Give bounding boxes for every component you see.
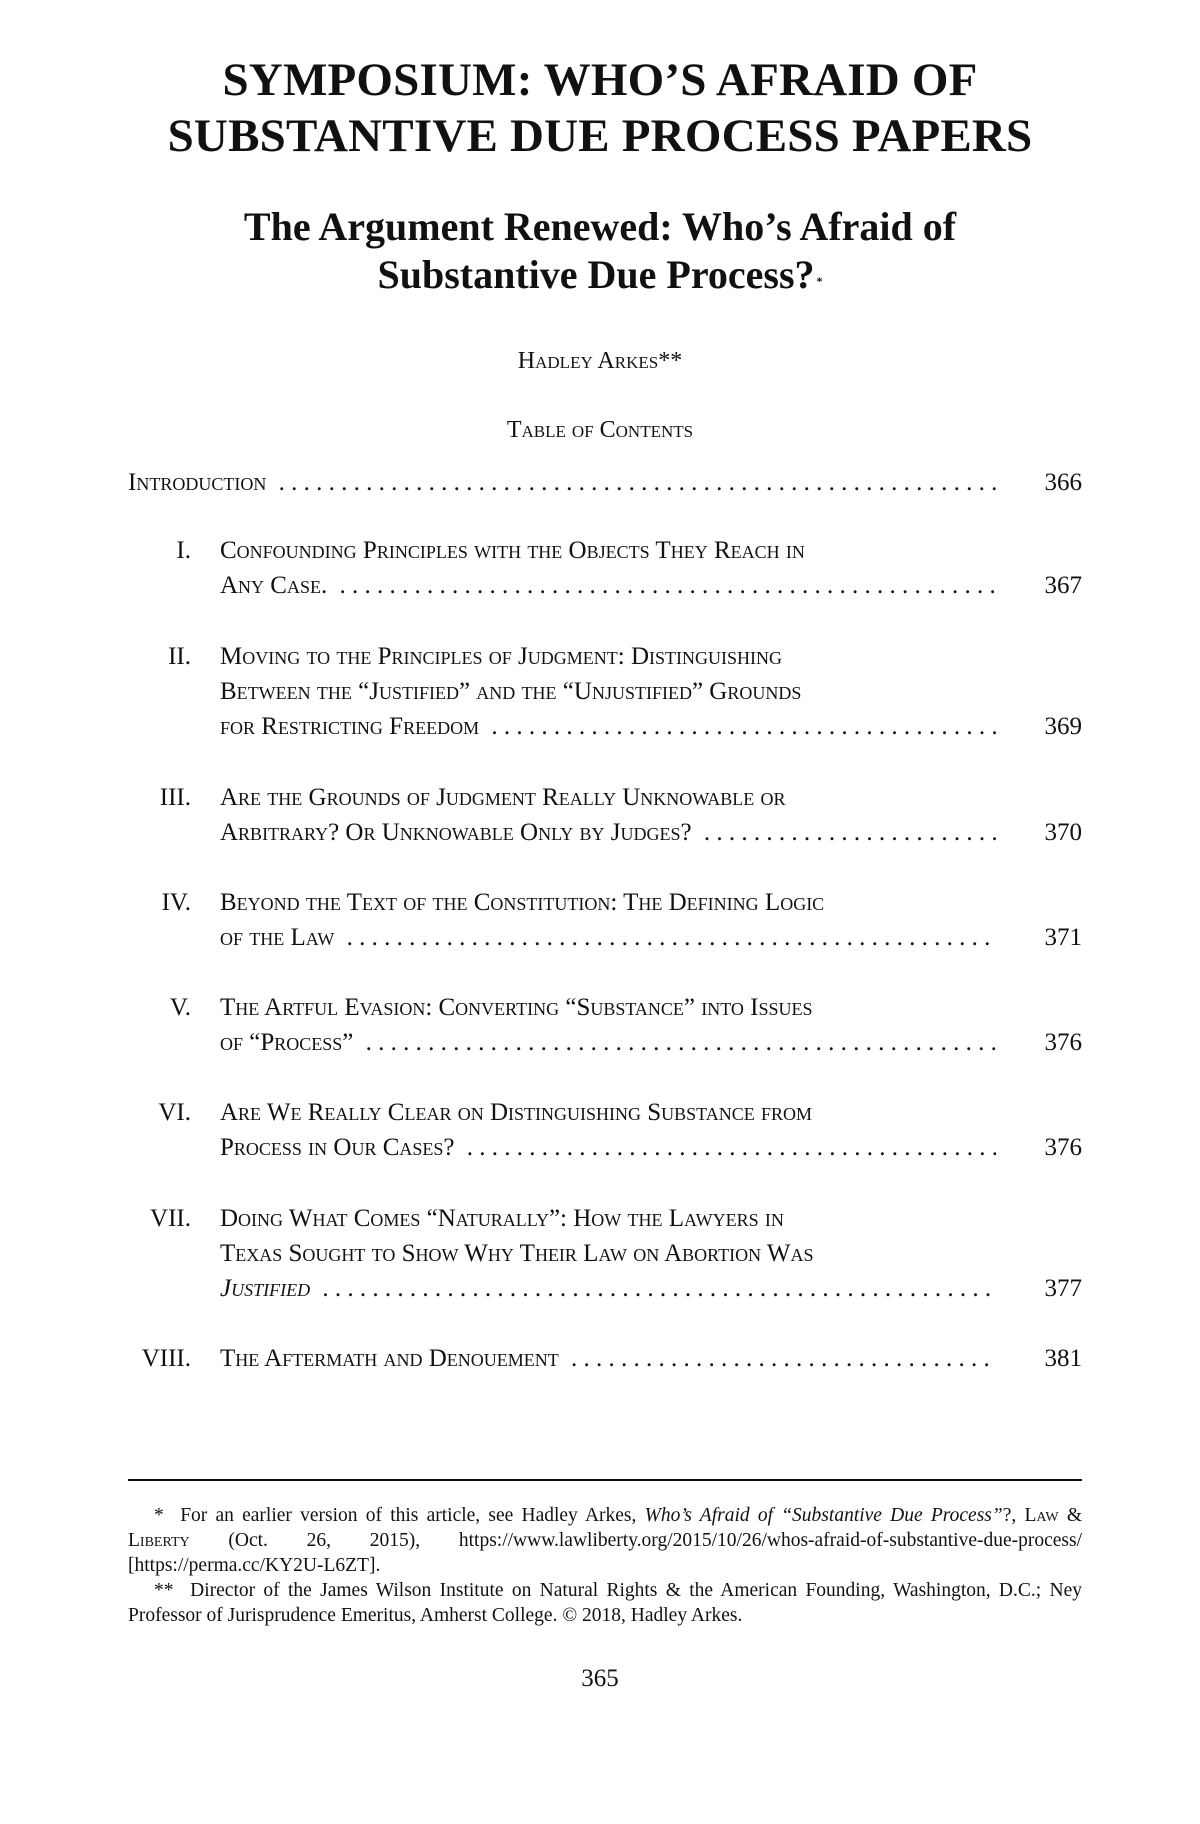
article-title-line-1: The Argument Renewed: Who’s Afraid of xyxy=(243,204,957,249)
footnote-text: For an earlier version of this article, see Hadley Arkes, xyxy=(180,1505,637,1526)
toc-page-number: 366 xyxy=(1044,469,1082,496)
toc-page-number: 369 xyxy=(1044,713,1082,740)
footnote-marker: ** xyxy=(154,1580,174,1601)
toc-entry-title-text: of the Law xyxy=(220,924,340,951)
toc-entry-title-last-line xyxy=(220,1271,996,1306)
toc-entry-title-last-line xyxy=(220,568,996,603)
toc-page-number: 367 xyxy=(1044,572,1082,599)
toc-heading: Table of Contents xyxy=(506,417,694,443)
toc-entry-title-last-line xyxy=(220,709,996,744)
toc-entry-title: Between the “Justified” and the “Unjustified” Grounds xyxy=(220,678,802,705)
footnote-cited-title: Who’s Afraid of “Substantive Due Process” xyxy=(644,1505,1003,1526)
toc-entry-title-text: Process in Our Cases? xyxy=(220,1134,461,1161)
author-name: Hadley Arkes** xyxy=(517,348,683,374)
toc-entry-title: Are the Grounds of Judgment Really Unknowable or xyxy=(220,784,786,811)
footnote-marker: * xyxy=(154,1505,164,1526)
footnote-divider xyxy=(128,1479,1082,1481)
toc-entry-number: II. xyxy=(168,643,191,670)
toc-entry-title: Moving to the Principles of Judgment: Distinguishing xyxy=(220,643,783,670)
article-title-footnote-marker: * xyxy=(816,274,823,288)
toc-entry-introduction xyxy=(128,465,996,500)
toc-entry-number: VII. xyxy=(150,1205,191,1232)
page-number: 365 xyxy=(581,1665,619,1692)
toc-entry-title-last-line xyxy=(220,815,996,850)
symposium-title-line-2: SUBSTANTIVE DUE PROCESS PAPERS xyxy=(167,110,1033,162)
footnote-text: ?, xyxy=(1002,1505,1017,1526)
toc-entry-title-text: Justified xyxy=(220,1275,316,1302)
toc-entry-title-text: The Aftermath and Denouement xyxy=(220,1345,565,1372)
footnotes xyxy=(128,1503,1082,1628)
toc-entry-title-last-line xyxy=(220,1341,996,1376)
footnote-2 xyxy=(128,1578,1082,1628)
toc-page-number: 371 xyxy=(1044,924,1082,951)
toc-entry-title: Beyond the Text of the Constitution: The Defining Logic xyxy=(220,889,825,916)
toc-entry-number: IV. xyxy=(161,889,191,916)
article-title-line-2: Substantive Due Process? xyxy=(377,252,815,297)
toc-entry-number: V. xyxy=(169,994,191,1021)
toc-entry-title-text: of “Process” xyxy=(220,1029,359,1056)
toc-entry-title-text: Arbitrary? Or Unknowable Only by Judges? xyxy=(220,819,698,846)
toc-entry-title-last-line xyxy=(220,1130,996,1165)
symposium-title-line-1: SYMPOSIUM: WHO’S AFRAID OF xyxy=(222,54,978,106)
footnote-text: Director of the James Wilson Institute on Natural Rights & the American Founding, Washington, D.C.; Ney Professor of Jurisprudence Emeritus, Amherst College. © 2018, Hadley Arkes. xyxy=(128,1580,1082,1626)
toc-entry-title: Are We Really Clear on Distinguishing Substance from xyxy=(220,1099,813,1126)
toc-entry-title-text: Any Case. xyxy=(220,572,333,599)
toc-entry-title: Confounding Principles with the Objects They Reach in xyxy=(220,537,805,564)
toc-entry-title: The Artful Evasion: Converting “Substance” into Issues xyxy=(220,994,813,1021)
toc-page-number: 376 xyxy=(1044,1029,1082,1056)
footnote-text: (Oct. 26, 2015), https://www.lawliberty.org/2015/10/26/whos-afraid-of-substantive-due-process/ [https://perma.cc/KY2U-L6ZT]. xyxy=(128,1530,1083,1576)
toc-entry-title-text: for Restricting Freedom xyxy=(220,713,485,740)
toc-page-number: 377 xyxy=(1044,1275,1082,1302)
toc-page-number: 381 xyxy=(1044,1345,1082,1372)
footnote-publication: Law & Liberty xyxy=(128,1505,1082,1551)
toc-entry-number: III. xyxy=(159,784,191,811)
toc-page-number: 376 xyxy=(1044,1134,1082,1161)
toc-entry-number: VIII. xyxy=(141,1345,191,1372)
toc-entry-title-last-line xyxy=(220,1025,996,1060)
toc-entry-title-last-line xyxy=(220,920,996,955)
toc-page-number: 370 xyxy=(1044,819,1082,846)
toc-entry-number: VI. xyxy=(158,1099,191,1126)
toc-entry-title: Doing What Comes “Naturally”: How the Lawyers in xyxy=(220,1205,784,1232)
toc-entry-title: Texas Sought to Show Why Their Law on Abortion Was xyxy=(220,1240,814,1267)
toc-entry-title: Introduction xyxy=(128,469,272,496)
toc-entry-number: I. xyxy=(176,537,191,564)
footnote-1 xyxy=(128,1503,1082,1578)
